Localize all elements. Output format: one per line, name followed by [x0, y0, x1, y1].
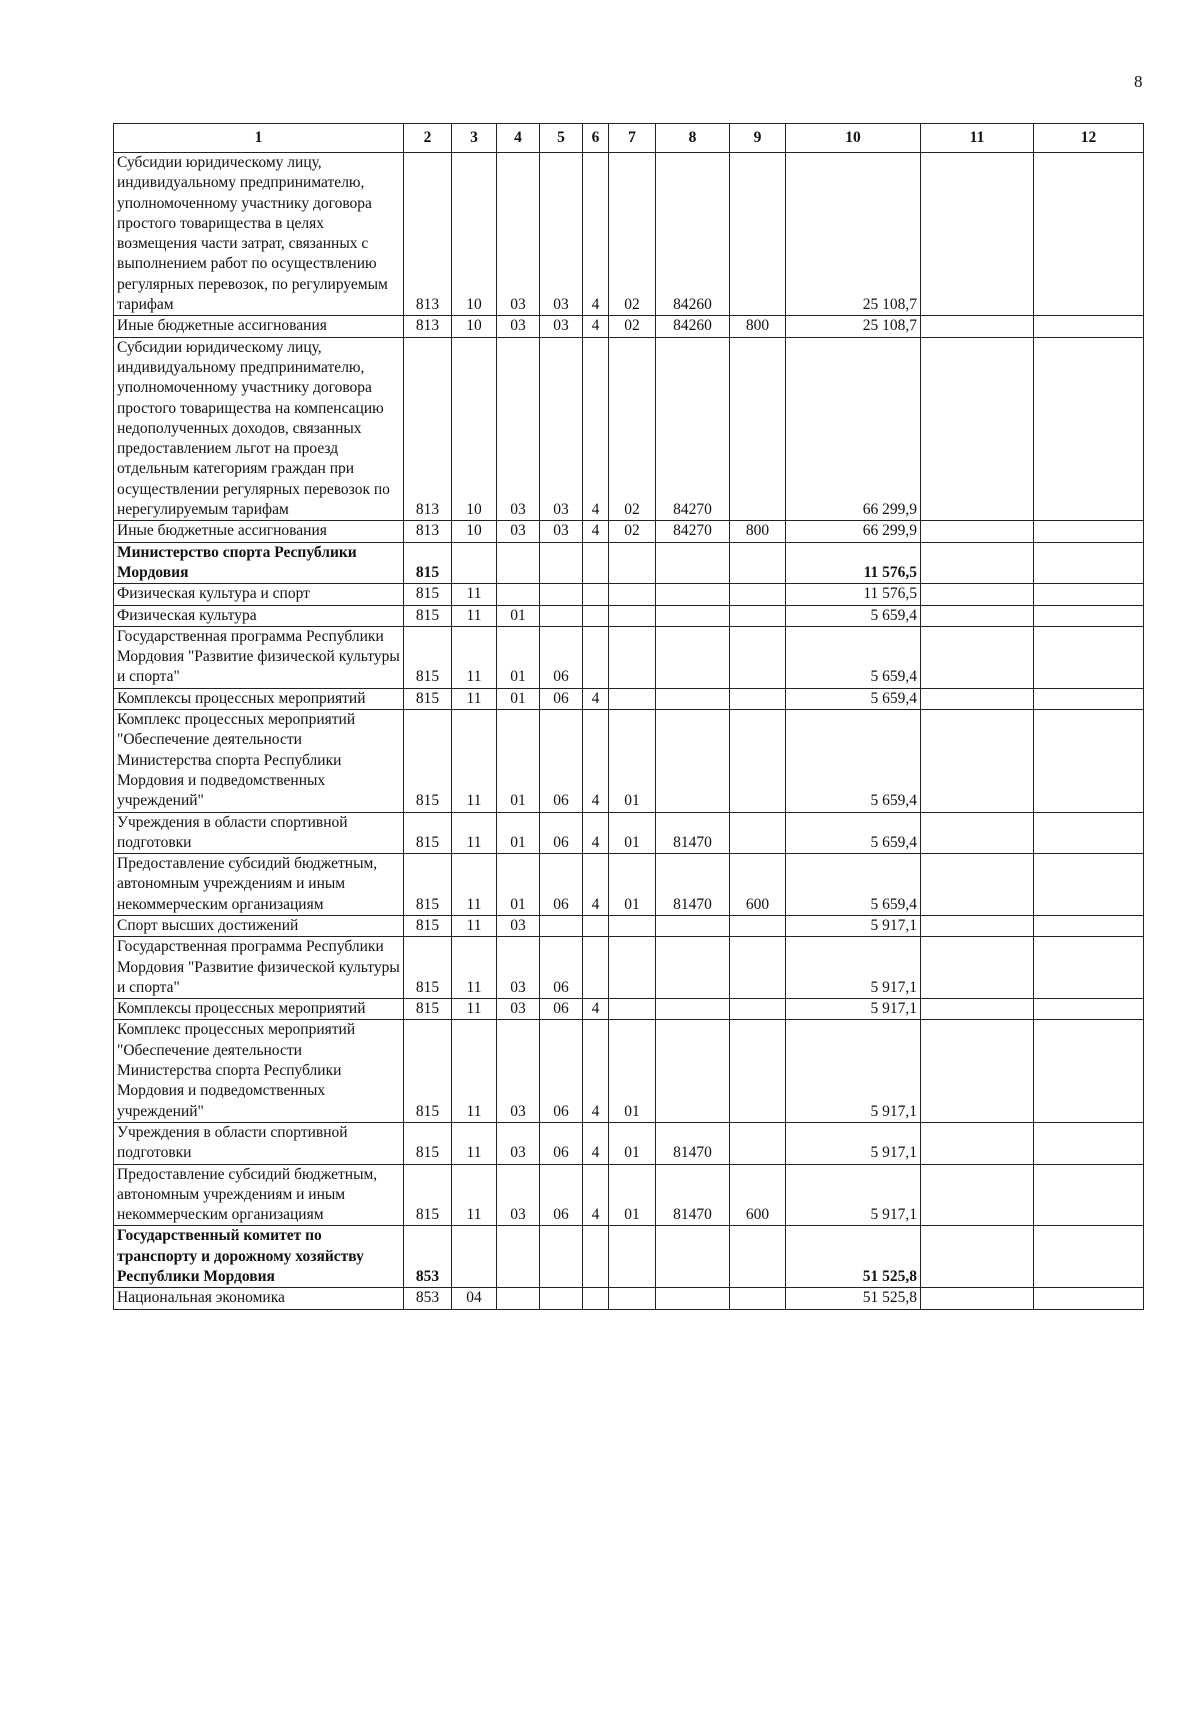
- cell-col-7: [609, 626, 656, 688]
- cell-col-10: 11 576,5: [786, 584, 921, 605]
- cell-col-3: 11: [452, 854, 497, 916]
- cell-col-10: 66 299,9: [786, 337, 921, 521]
- cell-col-9: [730, 710, 786, 812]
- cell-col-12: [1034, 854, 1144, 916]
- cell-col-7: [609, 584, 656, 605]
- row-name-cell: Спорт высших достижений: [114, 915, 404, 936]
- cell-col-8: 84270: [656, 337, 730, 521]
- cell-col-4: [497, 1288, 540, 1309]
- cell-col-10: 5 659,4: [786, 688, 921, 709]
- cell-col-10: 25 108,7: [786, 153, 921, 316]
- cell-col-10: 5 659,4: [786, 710, 921, 812]
- cell-col-2: 813: [404, 521, 452, 542]
- cell-col-5: 06: [540, 626, 583, 688]
- cell-col-3: 10: [452, 153, 497, 316]
- cell-col-3: 11: [452, 812, 497, 854]
- column-header-1: 1: [114, 124, 404, 153]
- cell-col-12: [1034, 542, 1144, 584]
- cell-col-7: 02: [609, 316, 656, 337]
- cell-col-9: 800: [730, 521, 786, 542]
- cell-col-5: 06: [540, 1164, 583, 1226]
- cell-col-7: 02: [609, 337, 656, 521]
- cell-col-8: [656, 915, 730, 936]
- cell-col-2: 815: [404, 688, 452, 709]
- cell-col-11: [921, 854, 1034, 916]
- cell-col-10: 11 576,5: [786, 542, 921, 584]
- cell-col-4: 03: [497, 1164, 540, 1226]
- cell-col-11: [921, 153, 1034, 316]
- cell-col-10: 5 917,1: [786, 999, 921, 1020]
- cell-col-8: [656, 1020, 730, 1122]
- row-name-cell: Национальная экономика: [114, 1288, 404, 1309]
- cell-col-7: [609, 605, 656, 626]
- cell-col-7: 01: [609, 812, 656, 854]
- row-name-cell: Государственный комитет по транспорту и дорожному хозяйству Республики Мордовия: [114, 1226, 404, 1288]
- cell-col-5: [540, 1288, 583, 1309]
- cell-col-9: [730, 337, 786, 521]
- cell-col-12: [1034, 1020, 1144, 1122]
- column-header-4: 4: [497, 124, 540, 153]
- column-header-12: 12: [1034, 124, 1144, 153]
- cell-col-10: 25 108,7: [786, 316, 921, 337]
- row-name-cell: Предоставление субсидий бюджетным, автономным учреждениям и иным некоммерческим организациям: [114, 854, 404, 916]
- row-name-cell: Государственная программа Республики Мордовия "Развитие физической культуры и спорта": [114, 626, 404, 688]
- row-name-cell: Иные бюджетные ассигнования: [114, 316, 404, 337]
- cell-col-8: [656, 1226, 730, 1288]
- cell-col-2: 815: [404, 1164, 452, 1226]
- cell-col-10: 5 659,4: [786, 626, 921, 688]
- cell-col-3: 11: [452, 626, 497, 688]
- cell-col-6: [583, 626, 609, 688]
- cell-col-7: [609, 915, 656, 936]
- cell-col-7: 01: [609, 710, 656, 812]
- column-header-2: 2: [404, 124, 452, 153]
- cell-col-2: 815: [404, 854, 452, 916]
- cell-col-5: [540, 542, 583, 584]
- page-number: 8: [1134, 72, 1143, 91]
- cell-col-8: 81470: [656, 854, 730, 916]
- cell-col-11: [921, 521, 1034, 542]
- cell-col-10: 5 917,1: [786, 1164, 921, 1226]
- row-name-cell: Министерство спорта Республики Мордовия: [114, 542, 404, 584]
- cell-col-5: 03: [540, 316, 583, 337]
- cell-col-5: 06: [540, 1020, 583, 1122]
- cell-col-4: 03: [497, 937, 540, 999]
- row-name-cell: Субсидии юридическому лицу, индивидуальному предпринимателю, уполномоченному участнику договора простого товарищества на компенсацию недополученных доходов, связанных предоставлением льгот на проезд отдельным категориям граждан при осуществлении регулярных перевозок по нерегулируемым тарифам: [114, 337, 404, 521]
- cell-col-5: [540, 584, 583, 605]
- cell-col-8: [656, 999, 730, 1020]
- cell-col-5: 06: [540, 710, 583, 812]
- cell-col-8: 84260: [656, 153, 730, 316]
- cell-col-9: [730, 605, 786, 626]
- cell-col-11: [921, 688, 1034, 709]
- cell-col-11: [921, 337, 1034, 521]
- cell-col-10: 51 525,8: [786, 1288, 921, 1309]
- header-row: [114, 124, 1144, 153]
- table-row: [114, 710, 1144, 812]
- cell-col-2: 853: [404, 1288, 452, 1309]
- cell-col-2: 815: [404, 812, 452, 854]
- cell-col-9: [730, 153, 786, 316]
- row-name-cell: Комплекс процессных мероприятий "Обеспечение деятельности Министерства спорта Республики Мордовия и подведомственных учреждений": [114, 710, 404, 812]
- cell-col-4: [497, 1226, 540, 1288]
- cell-col-2: 813: [404, 153, 452, 316]
- cell-col-6: 4: [583, 521, 609, 542]
- cell-col-7: [609, 937, 656, 999]
- cell-col-7: 01: [609, 1122, 656, 1164]
- row-name-cell: Комплексы процессных мероприятий: [114, 999, 404, 1020]
- cell-col-10: 5 917,1: [786, 915, 921, 936]
- table-row: [114, 626, 1144, 688]
- cell-col-12: [1034, 688, 1144, 709]
- cell-col-5: 06: [540, 688, 583, 709]
- cell-col-4: 03: [497, 1122, 540, 1164]
- cell-col-7: [609, 1226, 656, 1288]
- cell-col-8: [656, 584, 730, 605]
- cell-col-10: 66 299,9: [786, 521, 921, 542]
- cell-col-3: 11: [452, 688, 497, 709]
- cell-col-6: [583, 605, 609, 626]
- cell-col-12: [1034, 1164, 1144, 1226]
- cell-col-8: [656, 605, 730, 626]
- table-row: [114, 542, 1144, 584]
- cell-col-3: 10: [452, 521, 497, 542]
- cell-col-2: 815: [404, 605, 452, 626]
- cell-col-9: [730, 915, 786, 936]
- table-header: [114, 124, 1144, 153]
- table-row: [114, 937, 1144, 999]
- cell-col-3: 10: [452, 337, 497, 521]
- cell-col-3: [452, 1226, 497, 1288]
- cell-col-10: 5 917,1: [786, 1122, 921, 1164]
- cell-col-2: 853: [404, 1226, 452, 1288]
- cell-col-3: [452, 542, 497, 584]
- cell-col-10: 5 659,4: [786, 854, 921, 916]
- cell-col-10: 51 525,8: [786, 1226, 921, 1288]
- cell-col-5: 06: [540, 812, 583, 854]
- cell-col-12: [1034, 316, 1144, 337]
- cell-col-6: 4: [583, 812, 609, 854]
- cell-col-6: [583, 1226, 609, 1288]
- cell-col-6: 4: [583, 1122, 609, 1164]
- cell-col-12: [1034, 337, 1144, 521]
- cell-col-11: [921, 1122, 1034, 1164]
- table-row: [114, 584, 1144, 605]
- cell-col-7: 02: [609, 521, 656, 542]
- cell-col-5: 03: [540, 337, 583, 521]
- cell-col-2: 815: [404, 710, 452, 812]
- cell-col-9: [730, 1020, 786, 1122]
- cell-col-3: 11: [452, 710, 497, 812]
- cell-col-11: [921, 1020, 1034, 1122]
- cell-col-4: 01: [497, 605, 540, 626]
- cell-col-12: [1034, 626, 1144, 688]
- cell-col-5: 06: [540, 937, 583, 999]
- table-row: [114, 605, 1144, 626]
- cell-col-11: [921, 542, 1034, 584]
- column-header-8: 8: [656, 124, 730, 153]
- cell-col-9: [730, 999, 786, 1020]
- cell-col-11: [921, 915, 1034, 936]
- cell-col-9: [730, 1122, 786, 1164]
- cell-col-6: 4: [583, 710, 609, 812]
- cell-col-8: 84270: [656, 521, 730, 542]
- table-body: [114, 153, 1144, 1310]
- cell-col-3: 11: [452, 1122, 497, 1164]
- cell-col-9: [730, 584, 786, 605]
- table-row: [114, 999, 1144, 1020]
- cell-col-8: 81470: [656, 812, 730, 854]
- cell-col-5: [540, 1226, 583, 1288]
- cell-col-3: 11: [452, 605, 497, 626]
- cell-col-9: [730, 1226, 786, 1288]
- table-row: [114, 316, 1144, 337]
- cell-col-11: [921, 710, 1034, 812]
- cell-col-11: [921, 584, 1034, 605]
- cell-col-2: 815: [404, 915, 452, 936]
- cell-col-10: 5 917,1: [786, 1020, 921, 1122]
- cell-col-6: 4: [583, 316, 609, 337]
- cell-col-8: [656, 1288, 730, 1309]
- cell-col-5: 06: [540, 999, 583, 1020]
- cell-col-6: 4: [583, 854, 609, 916]
- cell-col-4: 01: [497, 710, 540, 812]
- cell-col-8: [656, 688, 730, 709]
- row-name-cell: Субсидии юридическому лицу, индивидуальному предпринимателю, уполномоченному участнику договора простого товарищества в целях возмещения части затрат, связанных с выполнением работ по осуществлению регулярных перевозок, по регулируемым тарифам: [114, 153, 404, 316]
- table-row: [114, 688, 1144, 709]
- row-name-cell: Физическая культура и спорт: [114, 584, 404, 605]
- cell-col-5: 06: [540, 1122, 583, 1164]
- table-row: [114, 337, 1144, 521]
- cell-col-3: 11: [452, 1020, 497, 1122]
- cell-col-10: 5 659,4: [786, 605, 921, 626]
- row-name-cell: Иные бюджетные ассигнования: [114, 521, 404, 542]
- cell-col-4: 03: [497, 337, 540, 521]
- row-name-cell: Государственная программа Республики Мордовия "Развитие физической культуры и спорта": [114, 937, 404, 999]
- cell-col-10: 5 917,1: [786, 937, 921, 999]
- cell-col-3: 11: [452, 915, 497, 936]
- cell-col-12: [1034, 1288, 1144, 1309]
- table-row: [114, 153, 1144, 316]
- cell-col-7: [609, 542, 656, 584]
- table-row: [114, 1122, 1144, 1164]
- cell-col-11: [921, 812, 1034, 854]
- table-row: [114, 915, 1144, 936]
- cell-col-6: 4: [583, 688, 609, 709]
- cell-col-7: [609, 1288, 656, 1309]
- cell-col-12: [1034, 999, 1144, 1020]
- cell-col-11: [921, 1288, 1034, 1309]
- cell-col-3: 10: [452, 316, 497, 337]
- cell-col-6: 4: [583, 999, 609, 1020]
- cell-col-9: [730, 626, 786, 688]
- cell-col-12: [1034, 153, 1144, 316]
- cell-col-6: 4: [583, 1020, 609, 1122]
- cell-col-12: [1034, 812, 1144, 854]
- cell-col-8: [656, 542, 730, 584]
- cell-col-5: 03: [540, 153, 583, 316]
- cell-col-6: [583, 1288, 609, 1309]
- row-name-cell: Физическая культура: [114, 605, 404, 626]
- cell-col-12: [1034, 710, 1144, 812]
- cell-col-7: [609, 999, 656, 1020]
- cell-col-11: [921, 1164, 1034, 1226]
- cell-col-6: 4: [583, 337, 609, 521]
- cell-col-5: [540, 605, 583, 626]
- cell-col-7: 01: [609, 1164, 656, 1226]
- cell-col-4: 03: [497, 915, 540, 936]
- cell-col-2: 815: [404, 1020, 452, 1122]
- cell-col-8: 81470: [656, 1164, 730, 1226]
- cell-col-9: 600: [730, 1164, 786, 1226]
- row-name-cell: Учреждения в области спортивной подготовки: [114, 1122, 404, 1164]
- cell-col-6: [583, 584, 609, 605]
- cell-col-4: 01: [497, 812, 540, 854]
- cell-col-2: 813: [404, 337, 452, 521]
- column-header-11: 11: [921, 124, 1034, 153]
- cell-col-9: [730, 542, 786, 584]
- cell-col-10: 5 659,4: [786, 812, 921, 854]
- cell-col-3: 11: [452, 1164, 497, 1226]
- column-header-5: 5: [540, 124, 583, 153]
- cell-col-4: 03: [497, 521, 540, 542]
- cell-col-8: [656, 937, 730, 999]
- table-row: [114, 1020, 1144, 1122]
- cell-col-6: [583, 937, 609, 999]
- table-row: [114, 521, 1144, 542]
- cell-col-4: 03: [497, 999, 540, 1020]
- row-name-cell: Предоставление субсидий бюджетным, автономным учреждениям и иным некоммерческим организациям: [114, 1164, 404, 1226]
- cell-col-3: 11: [452, 999, 497, 1020]
- cell-col-9: [730, 1288, 786, 1309]
- cell-col-2: 815: [404, 999, 452, 1020]
- cell-col-4: 03: [497, 1020, 540, 1122]
- cell-col-9: 600: [730, 854, 786, 916]
- cell-col-5: 06: [540, 854, 583, 916]
- row-name-cell: Комплексы процессных мероприятий: [114, 688, 404, 709]
- cell-col-2: 815: [404, 542, 452, 584]
- cell-col-12: [1034, 1122, 1144, 1164]
- cell-col-6: [583, 915, 609, 936]
- cell-col-12: [1034, 915, 1144, 936]
- cell-col-4: 01: [497, 626, 540, 688]
- cell-col-9: [730, 812, 786, 854]
- cell-col-11: [921, 605, 1034, 626]
- cell-col-12: [1034, 605, 1144, 626]
- cell-col-12: [1034, 521, 1144, 542]
- cell-col-9: [730, 688, 786, 709]
- cell-col-12: [1034, 1226, 1144, 1288]
- cell-col-4: 01: [497, 854, 540, 916]
- cell-col-6: 4: [583, 1164, 609, 1226]
- cell-col-2: 815: [404, 1122, 452, 1164]
- cell-col-4: 03: [497, 316, 540, 337]
- table-row: [114, 854, 1144, 916]
- cell-col-6: [583, 542, 609, 584]
- cell-col-11: [921, 937, 1034, 999]
- cell-col-11: [921, 626, 1034, 688]
- cell-col-3: 11: [452, 584, 497, 605]
- cell-col-11: [921, 1226, 1034, 1288]
- table-row: [114, 1226, 1144, 1288]
- cell-col-5: [540, 915, 583, 936]
- cell-col-3: 04: [452, 1288, 497, 1309]
- row-name-cell: Комплекс процессных мероприятий "Обеспечение деятельности Министерства спорта Республики Мордовия и подведомственных учреждений": [114, 1020, 404, 1122]
- cell-col-8: [656, 626, 730, 688]
- cell-col-4: 01: [497, 688, 540, 709]
- cell-col-4: [497, 584, 540, 605]
- cell-col-8: 84260: [656, 316, 730, 337]
- cell-col-4: 03: [497, 153, 540, 316]
- cell-col-8: 81470: [656, 1122, 730, 1164]
- cell-col-7: 01: [609, 854, 656, 916]
- cell-col-2: 813: [404, 316, 452, 337]
- budget-table: [113, 123, 1144, 1310]
- cell-col-2: 815: [404, 937, 452, 999]
- column-header-6: 6: [583, 124, 609, 153]
- table-row: [114, 1164, 1144, 1226]
- cell-col-9: [730, 937, 786, 999]
- cell-col-7: [609, 688, 656, 709]
- cell-col-5: 03: [540, 521, 583, 542]
- cell-col-7: 02: [609, 153, 656, 316]
- cell-col-12: [1034, 937, 1144, 999]
- cell-col-8: [656, 710, 730, 812]
- cell-col-11: [921, 999, 1034, 1020]
- table-row: [114, 1288, 1144, 1309]
- column-header-7: 7: [609, 124, 656, 153]
- cell-col-4: [497, 542, 540, 584]
- cell-col-6: 4: [583, 153, 609, 316]
- cell-col-7: 01: [609, 1020, 656, 1122]
- row-name-cell: Учреждения в области спортивной подготовки: [114, 812, 404, 854]
- cell-col-3: 11: [452, 937, 497, 999]
- cell-col-12: [1034, 584, 1144, 605]
- column-header-10: 10: [786, 124, 921, 153]
- table-row: [114, 812, 1144, 854]
- column-header-3: 3: [452, 124, 497, 153]
- cell-col-2: 815: [404, 626, 452, 688]
- column-header-9: 9: [730, 124, 786, 153]
- cell-col-11: [921, 316, 1034, 337]
- cell-col-2: 815: [404, 584, 452, 605]
- cell-col-9: 800: [730, 316, 786, 337]
